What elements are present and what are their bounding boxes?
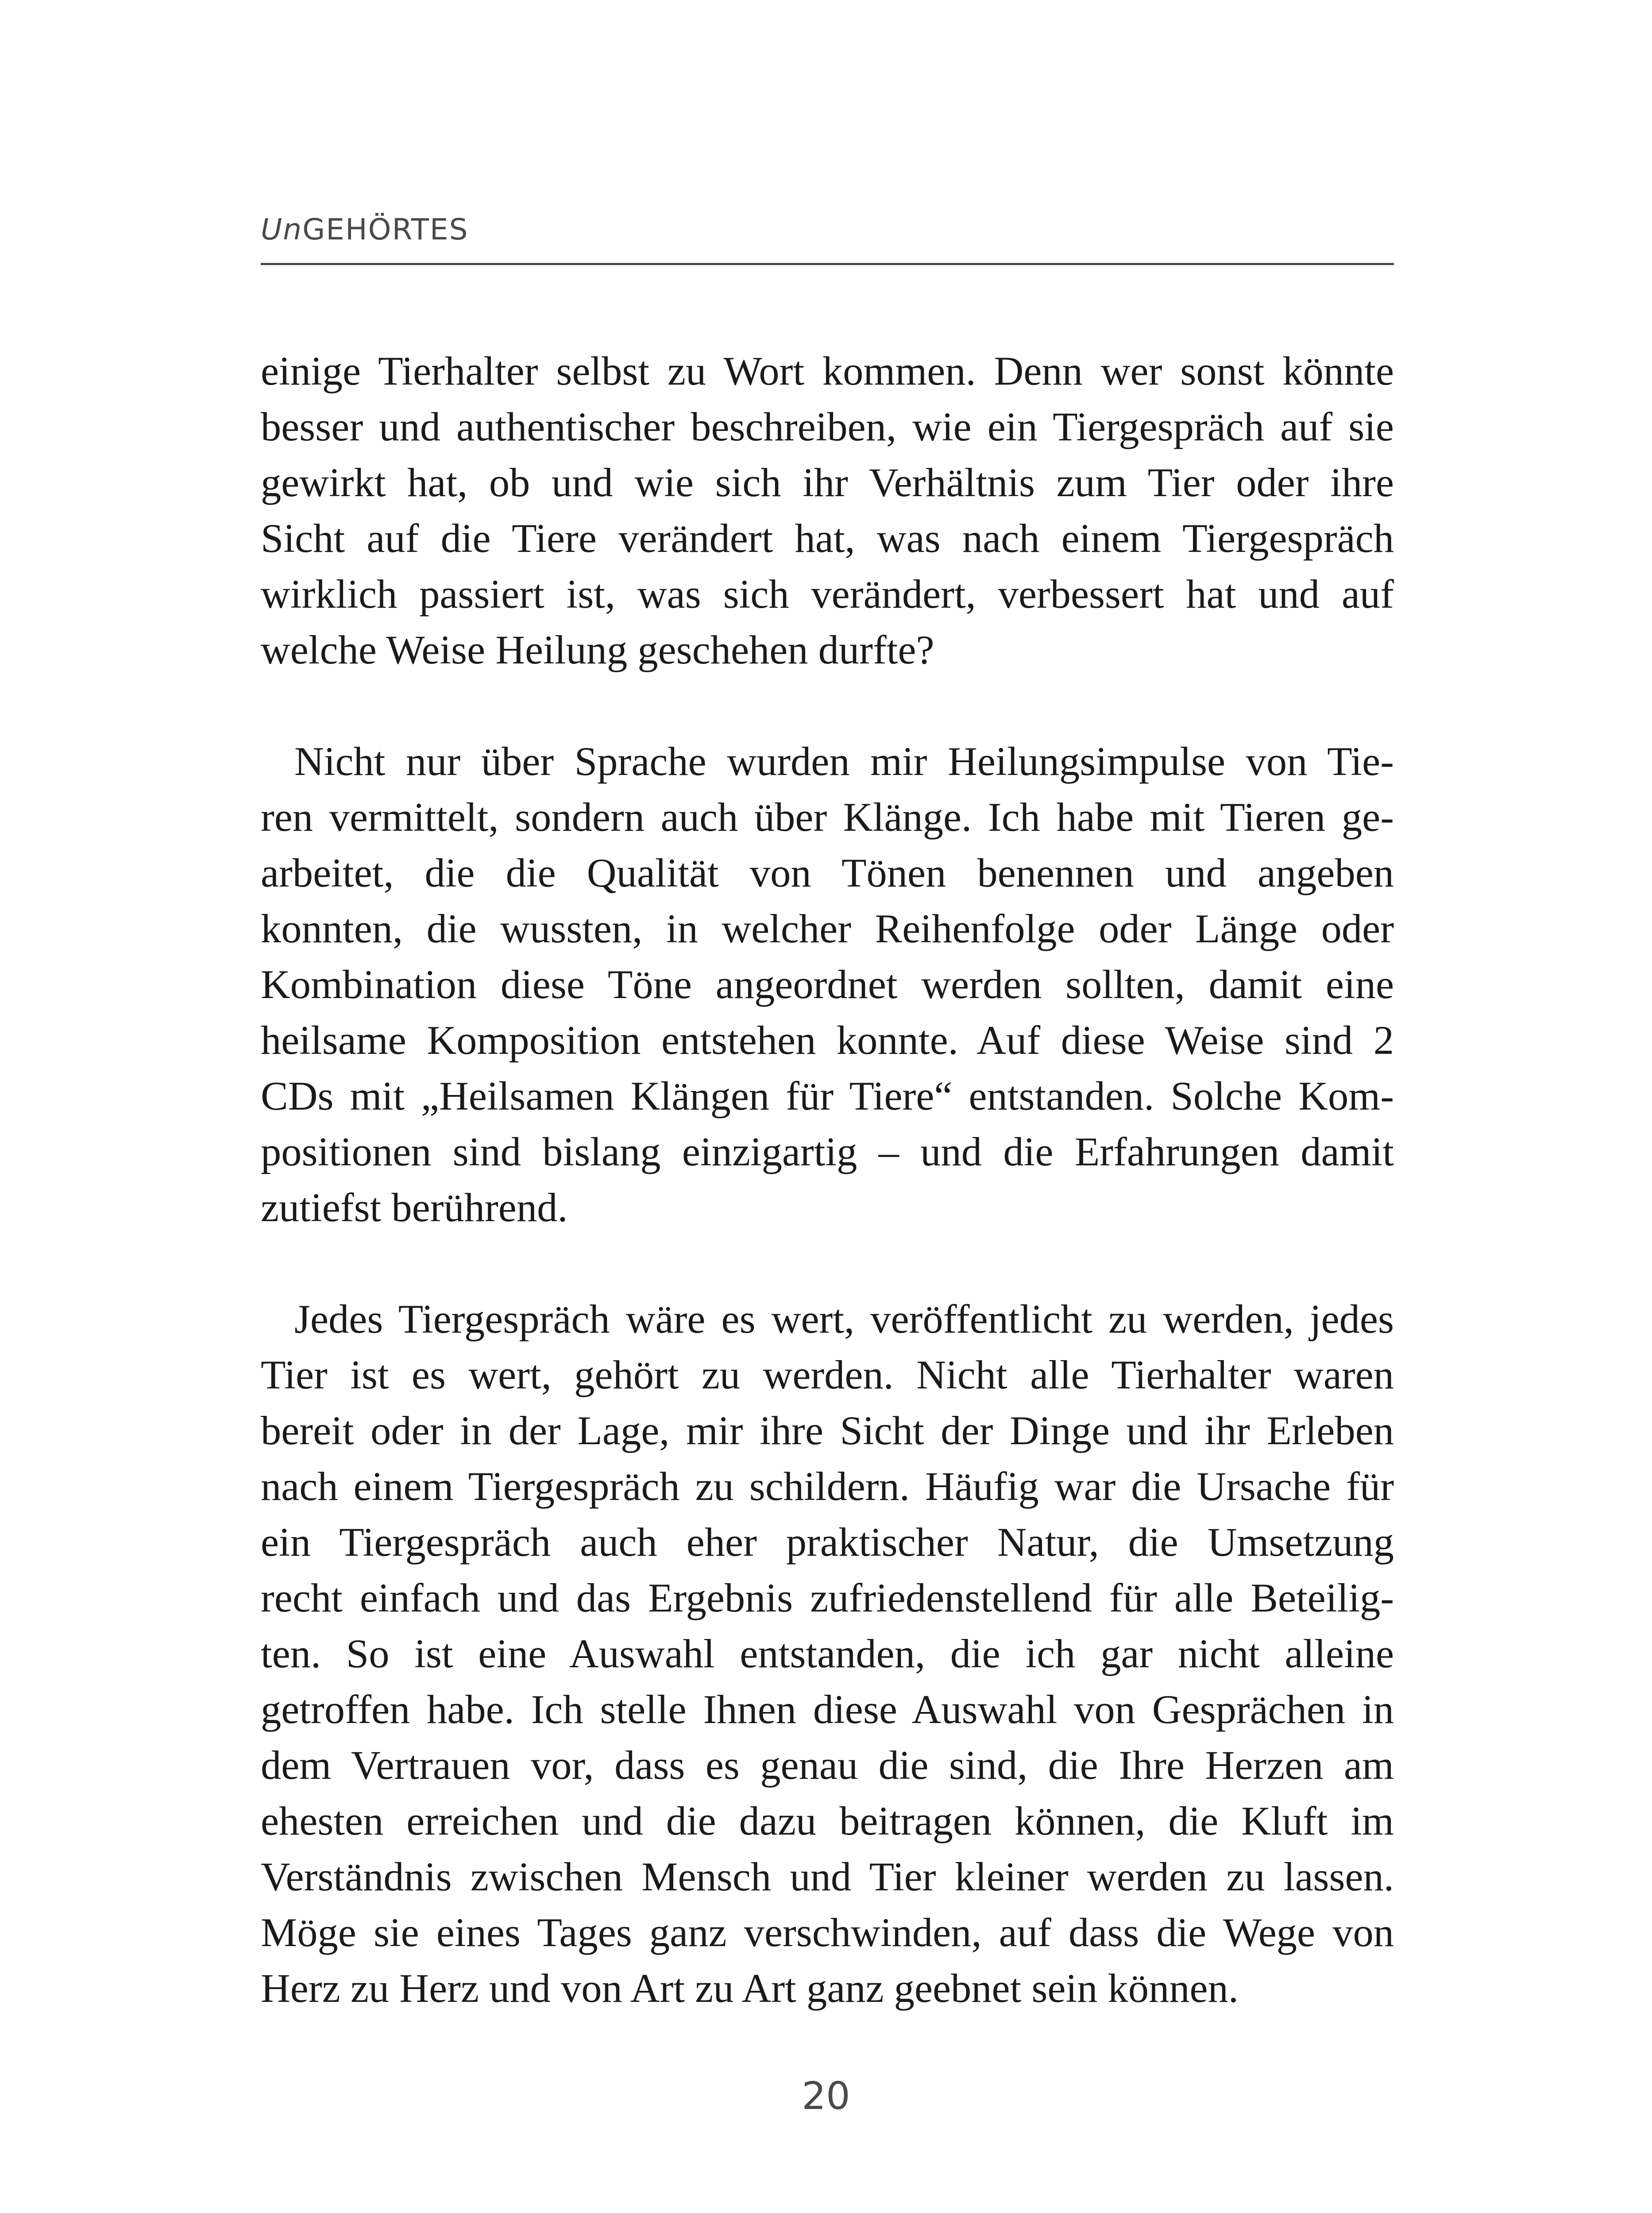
text-line: positionen sind bislang einzigartig – und die Erfahrungen damit (261, 1130, 1394, 1175)
text-line: nach einem Tiergespräch zu schildern. Häufig war die Ursache für (261, 1464, 1394, 1509)
text-line: zutiefst berührend. (261, 1185, 568, 1230)
page-number: 20 (802, 2074, 850, 2118)
text-line: arbeitet, die die Qualität von Tönen benennen und angeben (261, 851, 1394, 896)
text-line: Tier ist es wert, gehört zu werden. Nicht alle Tierhalter waren (261, 1353, 1394, 1398)
paragraph-2 (261, 734, 1394, 1236)
text-line: Nicht nur über Sprache wurden mir Heilungsimpulse von Tie- (294, 739, 1394, 784)
text-line: gewirkt hat, ob und wie sich ihr Verhältnis zum Tier oder ihre (261, 460, 1394, 505)
text-line: besser und authentischer beschreiben, wie ein Tiergespräch auf sie (261, 405, 1394, 450)
running-header-title-italic: Un (261, 212, 303, 247)
running-header-title (261, 212, 469, 247)
text-line: getroffen habe. Ich stelle Ihnen diese Auswahl von Gesprächen in (261, 1687, 1394, 1732)
text-line: heilsame Komposition entstehen konnte. Auf diese Weise sind 2 (261, 1018, 1394, 1063)
text-line: ein Tiergespräch auch eher praktischer Natur, die Umsetzung (261, 1520, 1394, 1565)
text-line: wirklich passiert ist, was sich verändert, verbessert hat und auf (261, 572, 1394, 617)
text-line: bereit oder in der Lage, mir ihre Sicht der Dinge und ihr Erleben (261, 1408, 1394, 1453)
text-line: ehesten erreichen und die dazu beitragen können, die Kluft im (261, 1799, 1394, 1844)
text-line: Kombination diese Töne angeordnet werden sollten, damit eine (261, 962, 1394, 1007)
text-line: ten. So ist eine Auswahl entstanden, die ich gar nicht alleine (261, 1631, 1394, 1677)
text-line: Jedes Tiergespräch wäre es wert, veröffentlicht zu werden, jedes (294, 1297, 1394, 1342)
text-line: dem Vertrauen vor, dass es genau die sind, die Ihre Herzen am (261, 1743, 1394, 1788)
text-line: Herz zu Herz und von Art zu Art ganz geebnet sein können. (261, 1966, 1239, 2011)
text-line: welche Weise Heilung geschehen durfte? (261, 628, 934, 673)
text-line: Verständnis zwischen Mensch und Tier kleiner werden zu lassen. (261, 1854, 1394, 1900)
paragraph-1 (261, 343, 1394, 678)
running-header (261, 212, 1394, 265)
text-line: recht einfach und das Ergebnis zufriedenstellend für alle Beteilig- (261, 1576, 1394, 1621)
text-line: ren vermittelt, sondern auch über Klänge. Ich habe mit Tieren ge- (261, 795, 1394, 840)
paragraph-3 (261, 1292, 1394, 2016)
text-line: einige Tierhalter selbst zu Wort kommen. Denn wer sonst könnte (261, 349, 1394, 394)
text-line: Möge sie eines Tages ganz verschwinden, auf dass die Wege von (261, 1910, 1394, 1955)
text-line: konnten, die wussten, in welcher Reihenfolge oder Länge oder (261, 906, 1394, 952)
running-header-title-rest: GEHÖRTES (302, 212, 469, 247)
text-line: Sicht auf die Tiere verändert hat, was nach einem Tiergespräch (261, 516, 1394, 561)
body-text (261, 343, 1394, 2016)
text-line: CDs mit „Heilsamen Klängen für Tiere“ entstanden. Solche Kom- (261, 1074, 1394, 1119)
